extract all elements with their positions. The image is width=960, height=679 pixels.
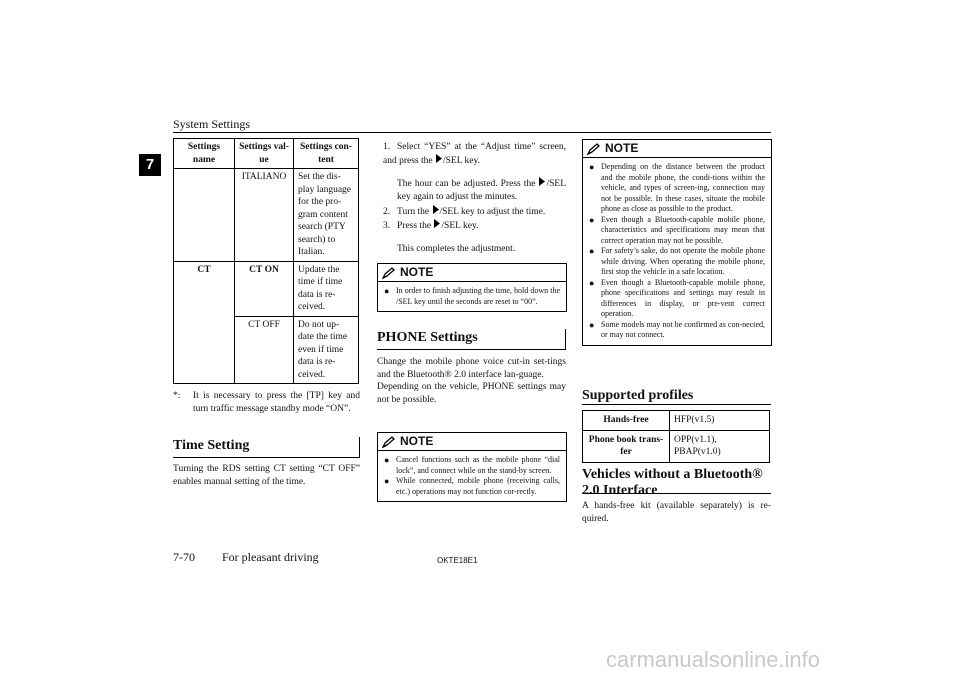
profile-name: Hands-free xyxy=(583,411,670,431)
table-header: Settings name xyxy=(174,139,235,169)
list-item: ● Cancel functions such as the mobile phone “dial lock”, and connect while on the stand-by screen. xyxy=(384,455,560,475)
note-header xyxy=(378,264,566,282)
list-item: ● Even though a Bluetooth-capable mobile phone, phone specifications and settings may result in differences in display, or pre-vent correct operation. xyxy=(589,277,765,318)
profiles-table xyxy=(582,410,770,463)
bullet-icon: ● xyxy=(589,319,595,330)
list-item: ● In order to finish adjusting the time, hold down the /SEL key until the seconds are reset to “00”. xyxy=(384,286,560,306)
phone-settings-heading: PHONE Settings xyxy=(377,330,478,345)
right-arrow-key-icon xyxy=(435,154,443,168)
list-item: ● Some models may not be confirmed as con-nected, or may not connect. xyxy=(589,319,765,339)
profile-value: OPP(v1.1), PBAP(v1.0) xyxy=(670,430,770,462)
note-box xyxy=(377,263,567,312)
section-rule xyxy=(173,457,360,458)
note-title: NOTE xyxy=(605,141,639,156)
page-number: 7-70 xyxy=(173,550,195,564)
setting-value: ITALIANO xyxy=(235,169,294,262)
table-row xyxy=(174,169,359,262)
document-code: OKTE18E1 xyxy=(437,556,478,565)
profile-value: HFP(v1.5) xyxy=(670,411,770,431)
list-item: 3. Press the /SEL key. xyxy=(383,221,479,231)
footnote-mark: *: xyxy=(173,391,181,401)
settings-table xyxy=(173,138,359,384)
list-item: ● For safety’s sake, do not operate the mobile phone while driving. When operating the mobile phone, first stop the vehicle in a safe location. xyxy=(589,246,765,276)
footer-section: For pleasant driving xyxy=(222,550,319,564)
list-item: ● Even though a Bluetooth-capable mobile phone, characteristics and specifications may mean that correct operation may not be possible. xyxy=(589,214,765,245)
page-header-title: System Settings xyxy=(173,117,251,131)
section-rule xyxy=(582,404,771,405)
bullet-icon: ● xyxy=(589,162,595,172)
section-rule-end xyxy=(565,329,566,349)
time-setting-heading: Time Setting xyxy=(173,438,250,453)
right-arrow-key-icon xyxy=(432,205,440,219)
setting-value: CT OFF xyxy=(235,316,294,384)
table-header: Settings con-tent xyxy=(294,139,359,169)
bullet-icon: ● xyxy=(589,277,595,288)
bullet-icon: ● xyxy=(384,455,390,465)
header-rule xyxy=(173,132,771,133)
list-item: ● Depending on the distance between the product and the mobile phone, the condi-tions within the vehicle, and types of screen-ing, connection may not be possible. In these cases, situate the mobile phone as close as possible to the product. xyxy=(589,162,765,213)
setting-content: Update the time if time data is re-ceived. xyxy=(294,261,359,316)
setting-content: Do not up-date the time even if time data is re-ceived. xyxy=(294,316,359,384)
footnote-text: It is necessary to press the [TP] key and turn traffic message standby mode “ON”. xyxy=(193,391,360,414)
note-box xyxy=(377,432,567,502)
watermark: carmanualsonline.info xyxy=(606,647,821,672)
bullet-icon: ● xyxy=(589,214,595,225)
time-setting-body: Turning the RDS setting CT setting “CT OFF” enables manual setting of the time. xyxy=(173,464,360,487)
phone-settings-body: Change the mobile phone voice cut-in set-tings and the Bluetooth® 2.0 interface lan-guage. Depending on the vehicle, PHONE settings may not be possible. xyxy=(377,357,566,405)
list-item: 1. Select “YES” at the “Adjust time” screen, and press the /SEL key. xyxy=(383,142,566,166)
note-title: NOTE xyxy=(400,434,434,449)
table-header: Settings val-ue xyxy=(235,139,294,169)
chapter-tab: 7 xyxy=(139,154,161,176)
section-rule xyxy=(582,493,771,494)
table-row xyxy=(174,316,359,384)
footnote xyxy=(173,390,360,415)
table-row xyxy=(583,411,770,431)
section-rule xyxy=(377,349,566,350)
setting-name: CT xyxy=(174,261,235,316)
note-header xyxy=(378,433,566,451)
pencil-note-icon xyxy=(382,267,396,279)
list-item: 2. Turn the /SEL key to adjust the time. xyxy=(383,207,546,217)
note-header xyxy=(583,140,771,158)
setting-name xyxy=(174,169,235,262)
profile-name: Phone book trans-fer xyxy=(583,430,670,462)
bullet-icon: ● xyxy=(589,246,595,256)
pencil-note-icon xyxy=(587,143,601,155)
list-item: The hour can be adjusted. Press the /SEL key again to adjust the minutes. xyxy=(397,179,566,202)
bullet-icon: ● xyxy=(384,286,390,296)
no-bluetooth-heading: Vehicles without a Bluetooth® 2.0 Interface xyxy=(582,467,763,498)
no-bluetooth-body: A hands-free kit (available separately) is re-quired. xyxy=(582,501,771,524)
list-item: ● While connected, mobile phone (receiving calls, etc.) operations may not function cor-rectly. xyxy=(384,476,560,496)
note-title: NOTE xyxy=(400,265,434,280)
setting-content: Set the dis-play language for the pro-gram content search (PTY search) to Italian. xyxy=(294,169,359,262)
note-box xyxy=(582,139,772,346)
list-item: This completes the adjustment. xyxy=(397,244,516,254)
setting-name xyxy=(174,316,235,384)
bullet-icon: ● xyxy=(384,476,390,486)
supported-profiles-heading: Supported profiles xyxy=(582,388,694,403)
setting-value: CT ON xyxy=(235,261,294,316)
table-row xyxy=(583,430,770,462)
pencil-note-icon xyxy=(382,436,396,448)
adjust-time-steps xyxy=(383,141,566,256)
table-row xyxy=(174,261,359,316)
section-rule-end xyxy=(359,437,360,457)
